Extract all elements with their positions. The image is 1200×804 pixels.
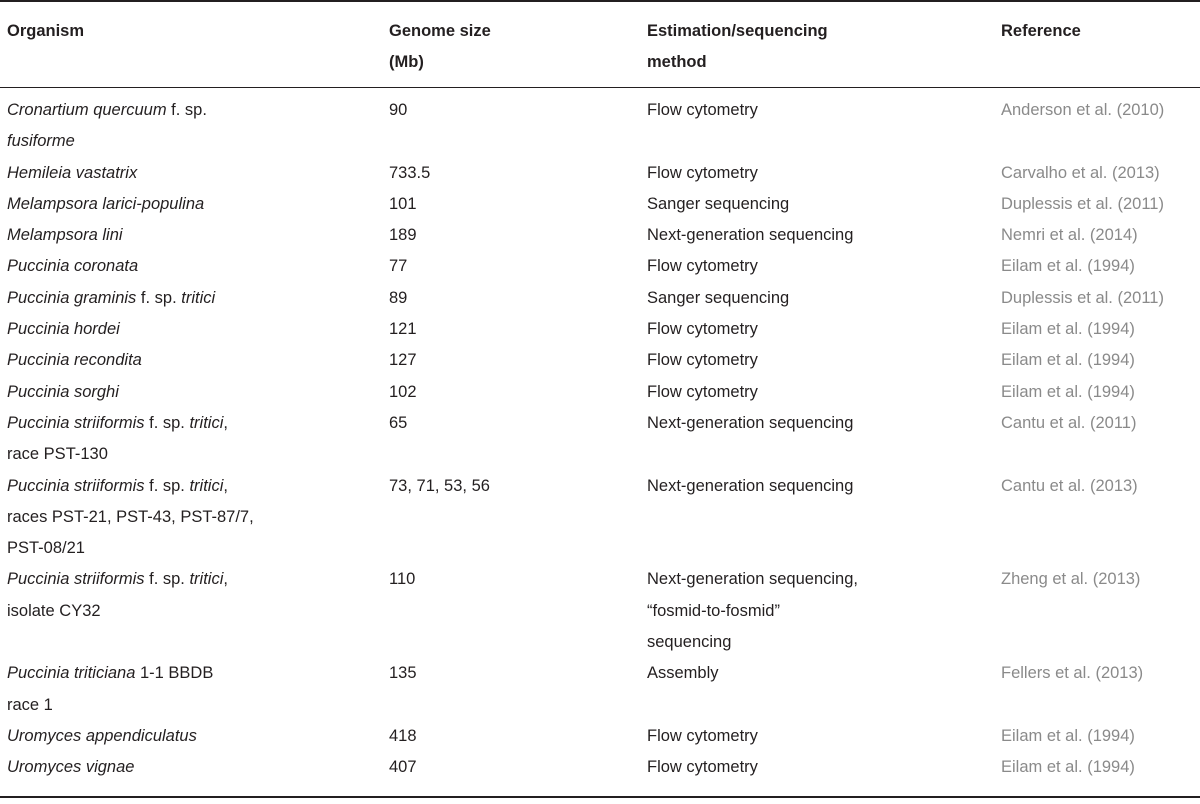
organism-text: tritici	[189, 476, 224, 495]
organism-text: f. sp.	[136, 288, 182, 307]
cell-reference: Eilam et al. (1994)	[1001, 257, 1135, 276]
organism-text: tritici	[189, 413, 224, 432]
table-row	[0, 752, 1200, 783]
cell-organism	[7, 471, 367, 565]
cell-method	[647, 408, 977, 439]
cell-reference: Nemri et al. (2014)	[1001, 226, 1138, 245]
header-organism-label: Organism	[7, 22, 85, 40]
table-row	[0, 251, 1200, 282]
table-header-rule	[0, 87, 1200, 88]
organism-text: Puccinia striiformis	[7, 476, 145, 495]
cell-organism	[7, 345, 367, 376]
cell-genome-size: 407	[389, 758, 417, 777]
organism-text: tritici	[181, 288, 216, 307]
cell-genome-size: 189	[389, 226, 417, 245]
organism-text: f. sp.	[144, 413, 190, 432]
method-text: Sanger sequencing	[647, 288, 790, 307]
cell-reference: Anderson et al. (2010)	[1001, 101, 1165, 119]
cell-genome-size: 135	[389, 664, 417, 683]
cell-genome-size: 418	[389, 726, 417, 745]
header-genome-size	[389, 16, 629, 78]
organism-text: 1-1 BBDB	[135, 664, 214, 683]
cell-reference: Duplessis et al. (2011)	[1001, 288, 1164, 307]
organism-text: ,	[223, 413, 228, 432]
cell-method	[647, 220, 977, 251]
header-reference	[1001, 16, 1196, 47]
cell-genome-size: 65	[389, 413, 408, 432]
cell-genome-size: 102	[389, 382, 417, 401]
cell-method	[647, 564, 977, 658]
cell-method	[647, 314, 977, 345]
cell-genome-size: 121	[389, 320, 417, 339]
cell-reference: Eilam et al. (1994)	[1001, 320, 1135, 339]
table-row	[0, 189, 1200, 220]
organism-text: Puccinia graminis	[7, 288, 137, 307]
organism-text: Puccinia coronata	[7, 257, 139, 276]
method-text: Flow cytometry	[647, 320, 758, 339]
cell-organism	[7, 377, 367, 408]
cell-method	[647, 95, 977, 126]
cell-organism	[7, 314, 367, 345]
organism-text: f. sp.	[144, 570, 190, 589]
cell-genome-size: 127	[389, 351, 417, 370]
cell-genome-size: 90	[389, 101, 408, 119]
method-text: sequencing	[647, 633, 732, 652]
method-text: Flow cytometry	[647, 257, 758, 276]
method-text: Sanger sequencing	[647, 194, 790, 213]
table-body	[0, 95, 1200, 784]
cell-genome-size: 73, 71, 53, 56	[389, 476, 490, 495]
table-row	[0, 158, 1200, 189]
method-text: Flow cytometry	[647, 351, 758, 370]
organism-text: Cronartium quercuum	[7, 101, 167, 119]
organism-text: Hemileia vastatrix	[7, 163, 138, 182]
cell-method	[647, 721, 977, 752]
cell-genome-size: 77	[389, 257, 408, 276]
method-text: Next-generation sequencing	[647, 476, 854, 495]
cell-method	[647, 189, 977, 220]
cell-reference: Cantu et al. (2013)	[1001, 476, 1138, 495]
cell-reference: Eilam et al. (1994)	[1001, 351, 1135, 370]
table-row	[0, 220, 1200, 251]
cell-method	[647, 471, 977, 502]
cell-reference: Eilam et al. (1994)	[1001, 726, 1135, 745]
cell-method	[647, 752, 977, 783]
organism-text: PST-08/21	[7, 539, 85, 558]
cell-organism	[7, 158, 367, 189]
method-text: Next-generation sequencing,	[647, 570, 858, 589]
organism-text: Puccinia triticiana	[7, 664, 136, 683]
cell-method	[647, 158, 977, 189]
cell-reference: Fellers et al. (2013)	[1001, 664, 1144, 683]
header-method-line2: method	[647, 53, 707, 71]
table-row	[0, 377, 1200, 408]
organism-text: fusiforme	[7, 132, 75, 151]
cell-method	[647, 658, 977, 689]
organism-text: Melampsora larici-populina	[7, 194, 205, 213]
method-text: Flow cytometry	[647, 382, 758, 401]
table-row	[0, 345, 1200, 376]
cell-method	[647, 251, 977, 282]
cell-genome-size: 89	[389, 288, 408, 307]
cell-method	[647, 283, 977, 314]
header-genome-size-line2: (Mb)	[389, 53, 424, 71]
organism-text: f. sp.	[144, 476, 190, 495]
cell-reference: Eilam et al. (1994)	[1001, 382, 1135, 401]
cell-organism	[7, 721, 367, 752]
cell-organism	[7, 283, 367, 314]
cell-organism	[7, 564, 367, 627]
organism-text: Puccinia recondita	[7, 351, 142, 370]
cell-organism	[7, 752, 367, 783]
cell-genome-size: 110	[389, 570, 416, 589]
method-text: Flow cytometry	[647, 758, 758, 777]
organism-text: tritici	[189, 570, 224, 589]
table-top-rule	[0, 0, 1200, 2]
cell-genome-size: 733.5	[389, 163, 431, 182]
cell-organism	[7, 220, 367, 251]
organism-text: races PST-21, PST-43, PST-87/7,	[7, 507, 254, 526]
header-reference-label: Reference	[1001, 22, 1081, 40]
table-row	[0, 95, 1200, 158]
organism-text: isolate CY32	[7, 601, 101, 620]
method-text: Next-generation sequencing	[647, 226, 854, 245]
header-organism	[7, 16, 367, 47]
organism-text: f. sp.	[166, 101, 207, 119]
method-text: Next-generation sequencing	[647, 413, 854, 432]
organism-text: Uromyces appendiculatus	[7, 726, 197, 745]
cell-organism	[7, 658, 367, 721]
cell-reference: Carvalho et al. (2013)	[1001, 163, 1160, 182]
organism-text: Uromyces vignae	[7, 758, 135, 777]
header-method-line1: Estimation/sequencing	[647, 22, 828, 40]
organism-text: race 1	[7, 695, 53, 714]
cell-method	[647, 377, 977, 408]
organism-text: ,	[223, 570, 228, 589]
method-text: Flow cytometry	[647, 726, 758, 745]
method-text: Assembly	[647, 664, 719, 683]
method-text: Flow cytometry	[647, 101, 758, 119]
organism-text: ,	[223, 476, 228, 495]
cell-genome-size: 101	[389, 194, 417, 213]
cell-organism	[7, 408, 367, 471]
table-bottom-rule	[0, 796, 1200, 798]
table-row	[0, 564, 1200, 658]
cell-reference: Cantu et al. (2011)	[1001, 413, 1137, 432]
table-row	[0, 408, 1200, 471]
organism-text: Puccinia striiformis	[7, 570, 145, 589]
cell-organism	[7, 251, 367, 282]
cell-organism	[7, 95, 367, 158]
organism-text: Puccinia hordei	[7, 320, 120, 339]
table-row	[0, 283, 1200, 314]
cell-reference: Duplessis et al. (2011)	[1001, 194, 1164, 213]
cell-reference: Zheng et al. (2013)	[1001, 570, 1141, 589]
organism-text: Puccinia sorghi	[7, 382, 119, 401]
organism-text: Puccinia striiformis	[7, 413, 145, 432]
cell-reference: Eilam et al. (1994)	[1001, 758, 1135, 777]
cell-method	[647, 345, 977, 376]
organism-text: Melampsora lini	[7, 226, 123, 245]
table-row	[0, 658, 1200, 721]
header-method	[647, 16, 977, 78]
table-row	[0, 471, 1200, 565]
method-text: Flow cytometry	[647, 163, 758, 182]
header-genome-size-line1: Genome size	[389, 22, 491, 40]
table-row	[0, 314, 1200, 345]
cell-organism	[7, 189, 367, 220]
table-row	[0, 721, 1200, 752]
method-text: “fosmid-to-fosmid”	[647, 601, 780, 620]
organism-text: race PST-130	[7, 445, 108, 464]
